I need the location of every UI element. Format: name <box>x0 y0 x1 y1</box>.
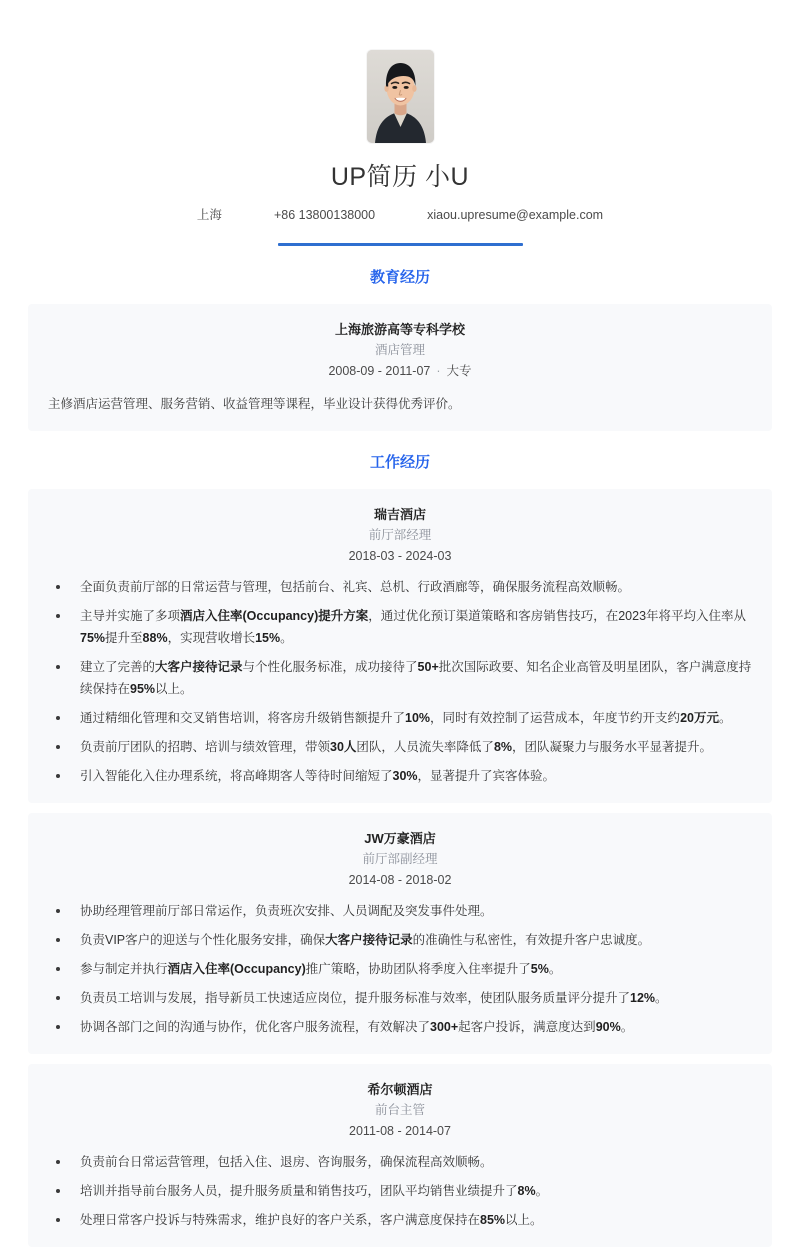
job-title: 前厅部副经理 <box>362 851 438 866</box>
contact-email: xiaou.upresume@example.com <box>427 208 604 222</box>
work-entry <box>28 489 772 803</box>
list-item: 培训并指导前台服务人员，提升服务质量和销售技巧，团队平均销售业绩提升了8%。 <box>48 1180 752 1202</box>
contact-phone: +86 13800138000 <box>273 208 376 222</box>
work-entry-head <box>48 505 752 566</box>
list-item: 协调各部门之间的沟通与协作，优化客户服务流程，有效解决了300+起客户投诉，满意度达到90%。 <box>48 1016 752 1038</box>
resume-header <box>28 0 772 246</box>
avatar <box>367 50 434 143</box>
meta-separator: · <box>436 363 441 378</box>
company-name: JW万豪酒店 <box>364 830 436 846</box>
section-title-education: 教育经历 <box>369 268 430 286</box>
education-entry <box>28 304 772 431</box>
job-title: 前厅部经理 <box>368 527 432 542</box>
header-divider <box>278 243 523 246</box>
degree: 大专 <box>446 363 472 378</box>
section-title-work: 工作经历 <box>369 453 430 471</box>
work-bullets <box>48 1151 752 1231</box>
work-dates: 2018-03 - 2024-03 <box>348 548 452 563</box>
page-title: UP简历 小U <box>330 163 470 191</box>
work-bullets <box>48 576 752 787</box>
education-description: 主修酒店运营管理、服务营销、收益管理等课程，毕业设计获得优秀评价。 <box>48 396 461 411</box>
list-item: 负责前厅团队的招聘、培训与绩效管理，带领30人团队，人员流失率降低了8%，团队凝聚力与服务水平显著提升。 <box>48 736 752 758</box>
major: 酒店管理 <box>374 342 425 357</box>
list-item: 参与制定并执行酒店入住率(Occupancy)推广策略，协助团队将季度入住率提升了5%。 <box>48 958 752 980</box>
list-item: 引入智能化入住办理系统，将高峰期客人等待时间缩短了30%，显著提升了宾客体验。 <box>48 765 752 787</box>
contact-location: 上海 <box>196 208 222 222</box>
education-entry-head <box>48 320 752 381</box>
section-work <box>28 453 772 1247</box>
education-dates: 2008-09 - 2011-07 <box>328 363 431 378</box>
work-entry-head <box>48 1080 752 1141</box>
list-item: 负责前台日常运营管理，包括入住、退房、咨询服务，确保流程高效顺畅。 <box>48 1151 752 1173</box>
list-item: 全面负责前厅部的日常运营与管理，包括前台、礼宾、总机、行政酒廊等，确保服务流程高效顺畅。 <box>48 576 752 598</box>
work-entry-head <box>48 829 752 890</box>
list-item: 通过精细化管理和交叉销售培训，将客房升级销售额提升了10%，同时有效控制了运营成本，年度节约开支约20万元。 <box>48 707 752 729</box>
company-name: 瑞吉酒店 <box>373 506 426 522</box>
work-dates: 2011-08 - 2014-07 <box>349 1123 451 1138</box>
work-bullets <box>48 900 752 1038</box>
job-title: 前台主管 <box>374 1102 425 1117</box>
list-item: 建立了完善的大客户接待记录与个性化服务标准，成功接待了50+批次国际政要、知名企业高管及明星团队，客户满意度持续保持在95%以上。 <box>48 656 752 700</box>
company-name: 希尔顿酒店 <box>367 1081 433 1097</box>
list-item: 处理日常客户投诉与特殊需求，维护良好的客户关系，客户满意度保持在85%以上。 <box>48 1209 752 1231</box>
school-name: 上海旅游高等专科学校 <box>334 321 465 337</box>
list-item: 主导并实施了多项酒店入住率(Occupancy)提升方案，通过优化预订渠道策略和客房销售技巧，在2023年将平均入住率从75%提升至88%，实现营收增长15%。 <box>48 605 752 649</box>
list-item: 负责VIP客户的迎送与个性化服务安排，确保大客户接待记录的准确性与私密性，有效提升客户忠诚度。 <box>48 929 752 951</box>
list-item: 协助经理管理前厅部日常运作，负责班次安排、人员调配及突发事件处理。 <box>48 900 752 922</box>
contact-line <box>28 207 772 223</box>
list-item: 负责员工培训与发展，指导新员工快速适应岗位，提升服务标准与效率，使团队服务质量评分提升了12%。 <box>48 987 752 1009</box>
education-meta <box>48 362 752 381</box>
work-entry <box>28 813 772 1054</box>
section-education <box>28 268 772 431</box>
work-entry <box>28 1064 772 1247</box>
work-dates: 2014-08 - 2018-02 <box>348 872 452 887</box>
